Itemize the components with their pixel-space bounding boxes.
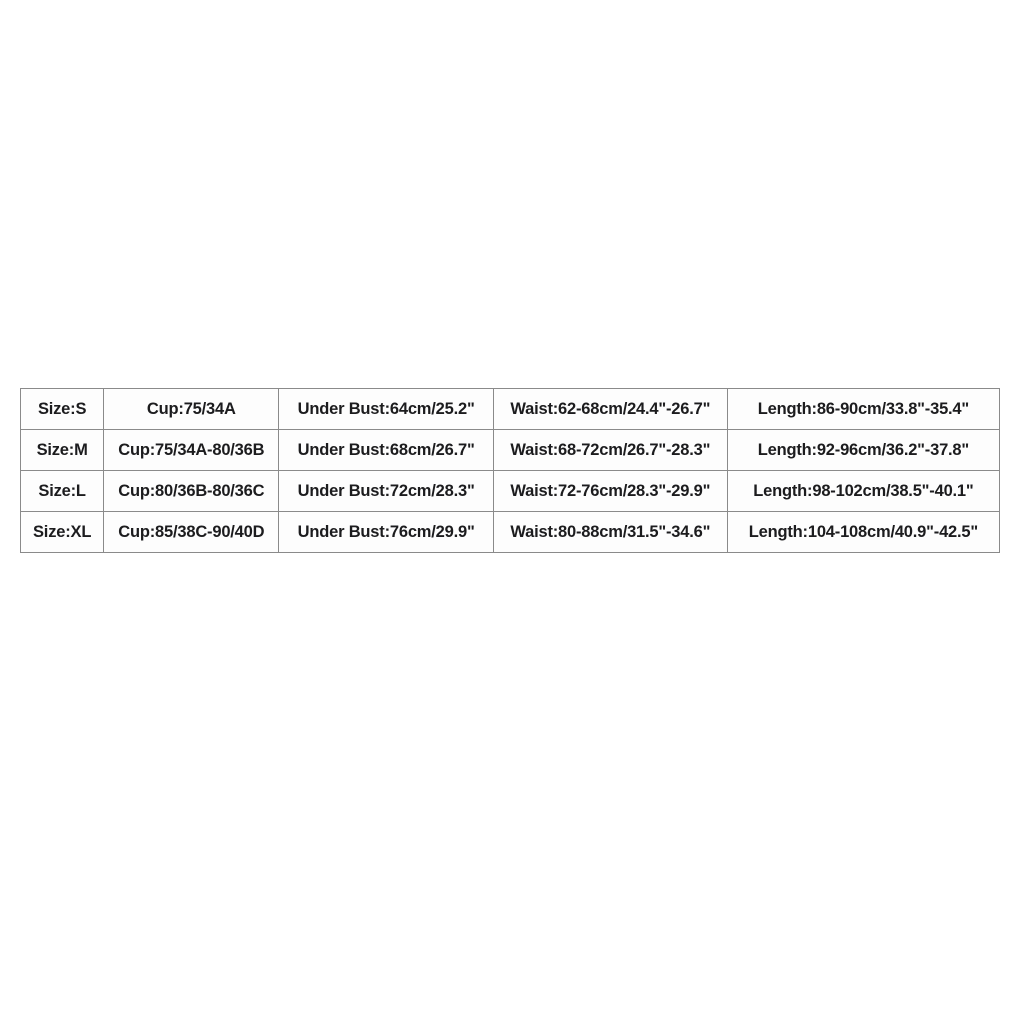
under-bust-cell: Under Bust:76cm/29.9" [279,512,493,553]
size-cell: Size:M [21,430,104,471]
size-chart-table [20,388,1000,553]
cup-cell: Cup:75/34A-80/36B [104,430,279,471]
cup-cell: Cup:75/34A [104,389,279,430]
under-bust-cell: Under Bust:72cm/28.3" [279,471,493,512]
under-bust-cell: Under Bust:68cm/26.7" [279,430,493,471]
length-cell: Length:92-96cm/36.2"-37.8" [727,430,999,471]
waist-cell: Waist:68-72cm/26.7"-28.3" [493,430,727,471]
table-row [21,512,1000,553]
waist-cell: Waist:80-88cm/31.5"-34.6" [493,512,727,553]
length-cell: Length:98-102cm/38.5"-40.1" [727,471,999,512]
waist-cell: Waist:62-68cm/24.4"-26.7" [493,389,727,430]
table-row [21,389,1000,430]
cup-cell: Cup:80/36B-80/36C [104,471,279,512]
length-cell: Length:86-90cm/33.8"-35.4" [727,389,999,430]
table-row [21,430,1000,471]
cup-cell: Cup:85/38C-90/40D [104,512,279,553]
size-cell: Size:L [21,471,104,512]
table-row [21,471,1000,512]
size-cell: Size:XL [21,512,104,553]
size-cell: Size:S [21,389,104,430]
under-bust-cell: Under Bust:64cm/25.2" [279,389,493,430]
length-cell: Length:104-108cm/40.9"-42.5" [727,512,999,553]
waist-cell: Waist:72-76cm/28.3"-29.9" [493,471,727,512]
